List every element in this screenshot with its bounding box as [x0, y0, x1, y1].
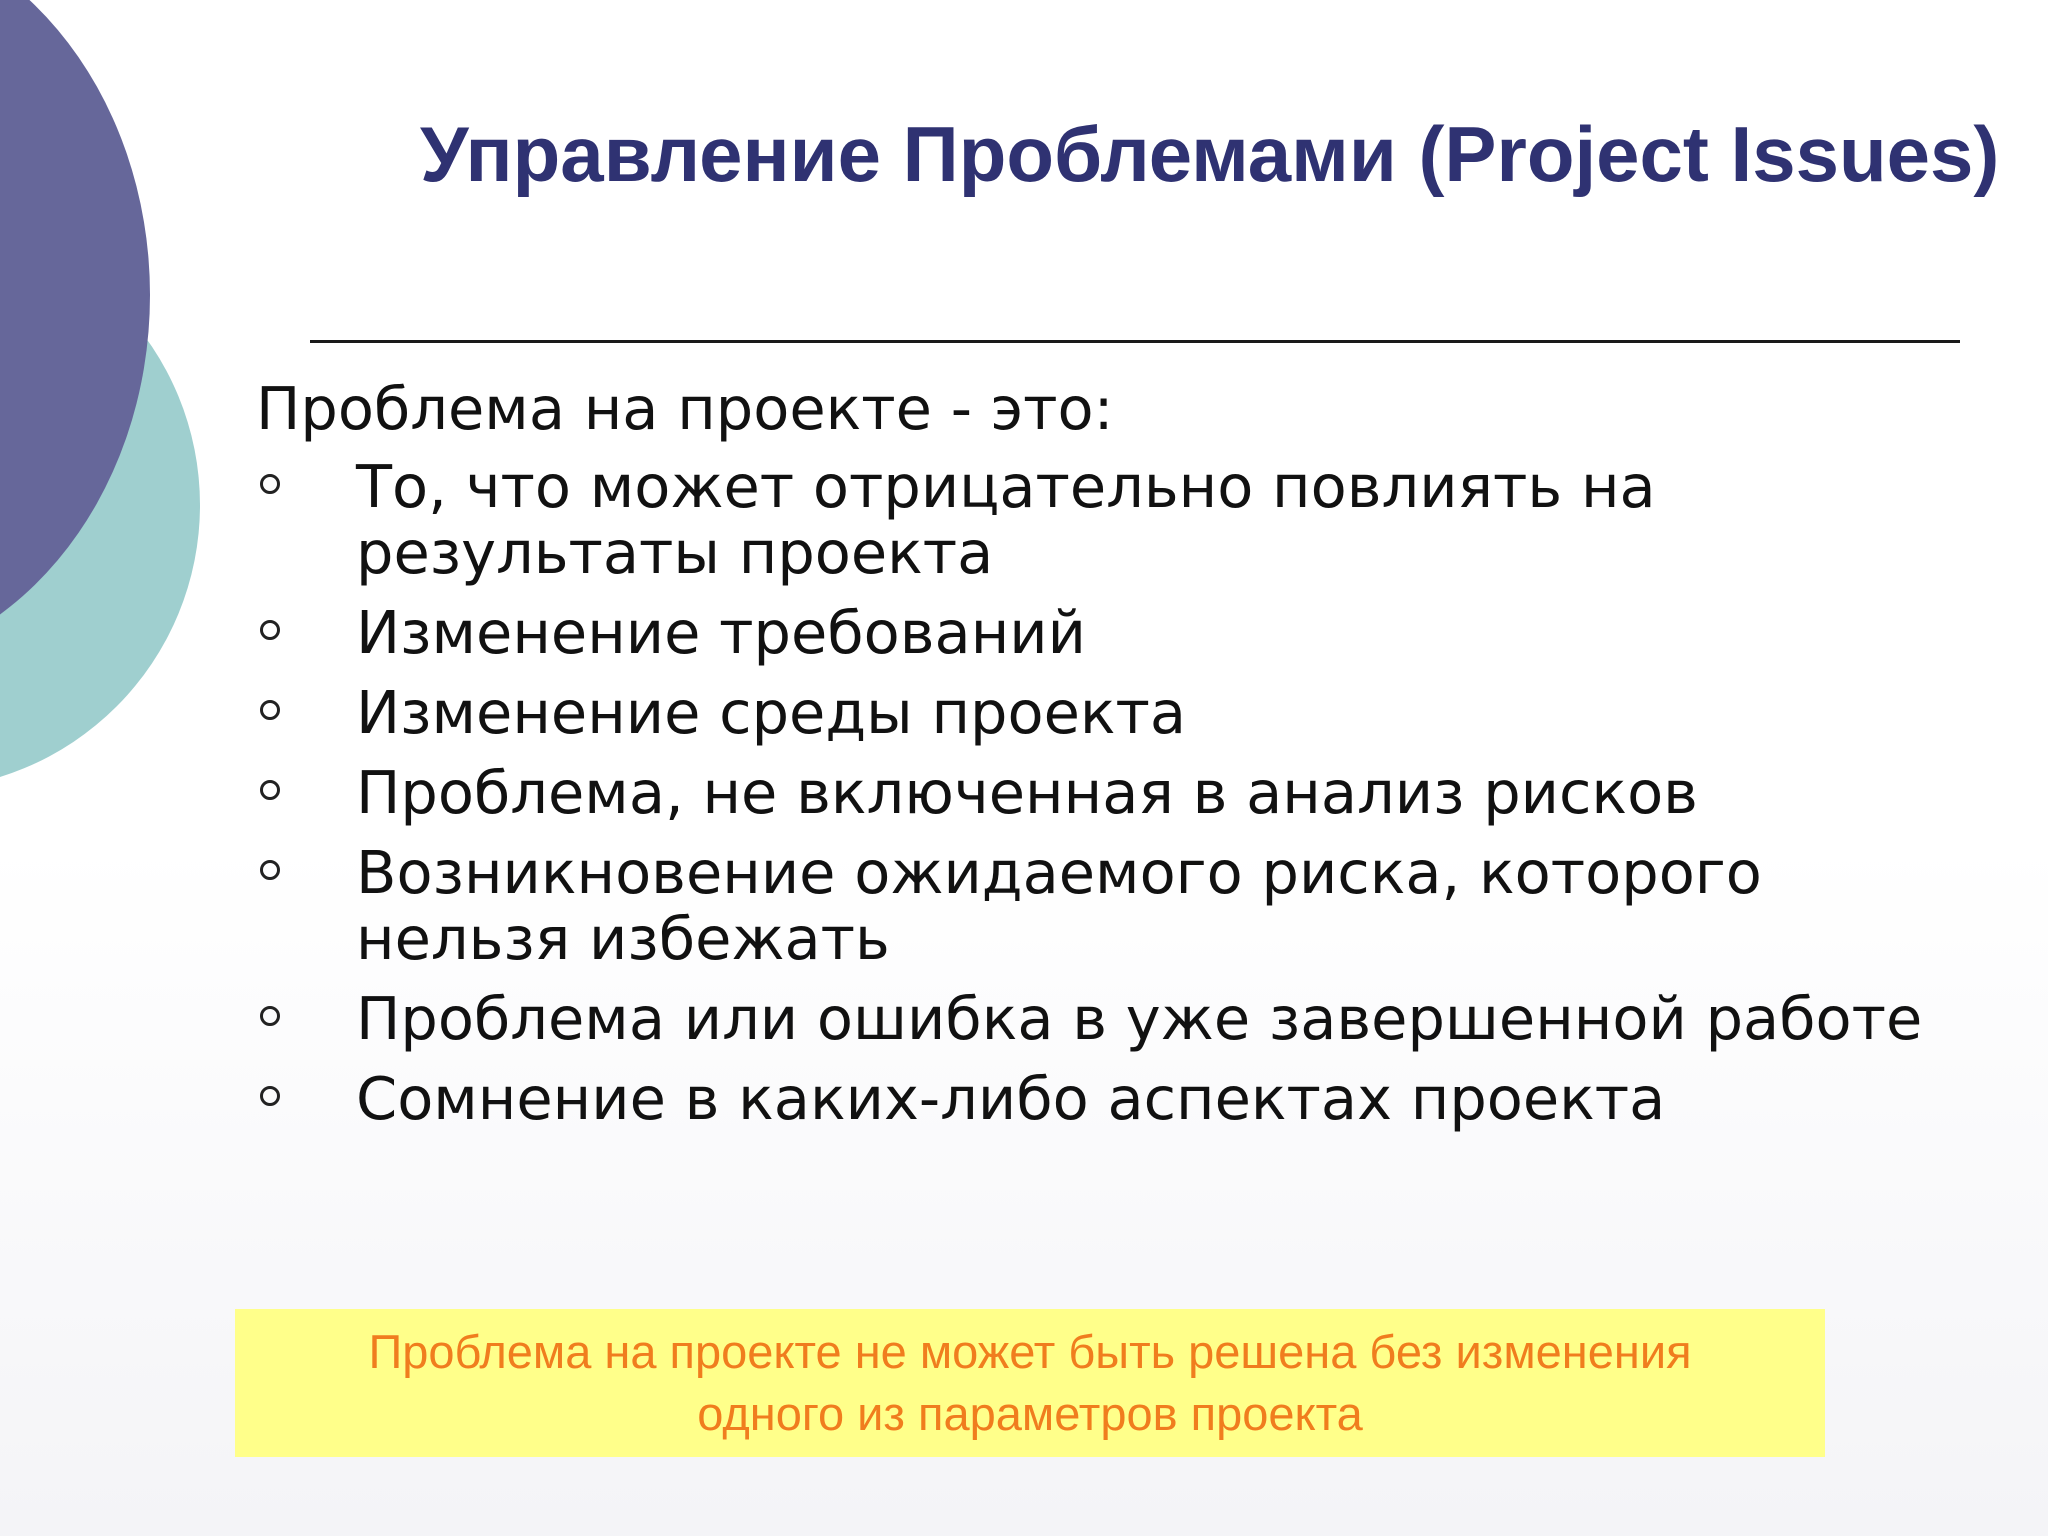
circle-bullet-icon — [260, 620, 280, 640]
bullet-list — [256, 454, 1956, 1132]
bullet-item — [256, 760, 1956, 826]
bullet-item — [256, 986, 1956, 1052]
circle-bullet-icon — [260, 780, 280, 800]
bullet-text: Возникновение ожидаемого риска, которого нельзя избежать — [356, 838, 1762, 973]
circle-bullet-icon — [260, 860, 280, 880]
bullet-text: Сомнение в каких-либо аспектах проекта — [356, 1064, 1666, 1133]
circle-bullet-icon — [260, 1086, 280, 1106]
bullet-item — [256, 454, 1956, 586]
bullet-item — [256, 1066, 1956, 1132]
bullet-text: То, что может отрицательно повлиять на результаты проекта — [356, 452, 1656, 587]
intro-line: Проблема на проекте - это: — [256, 374, 1114, 443]
bullet-text: Изменение требований — [356, 598, 1086, 667]
bullet-item — [256, 600, 1956, 666]
callout-box — [235, 1309, 1825, 1457]
bullet-text: Проблема, не включенная в анализ рисков — [356, 758, 1698, 827]
bullet-item — [256, 680, 1956, 746]
bullet-item — [256, 840, 1956, 972]
circle-bullet-icon — [260, 700, 280, 720]
bullet-text: Изменение среды проекта — [356, 678, 1187, 747]
title-divider — [310, 340, 1960, 343]
slide-body — [256, 376, 1956, 1146]
callout-text: Проблема на проекте не может быть решена без изменения одного из параметров проекта — [368, 1325, 1692, 1440]
slide-title: Управление Проблемами (Project Issues) — [420, 110, 2000, 198]
circle-bullet-icon — [260, 1006, 280, 1026]
circle-bullet-icon — [260, 474, 280, 494]
bullet-text: Проблема или ошибка в уже завершенной работе — [356, 984, 1923, 1053]
